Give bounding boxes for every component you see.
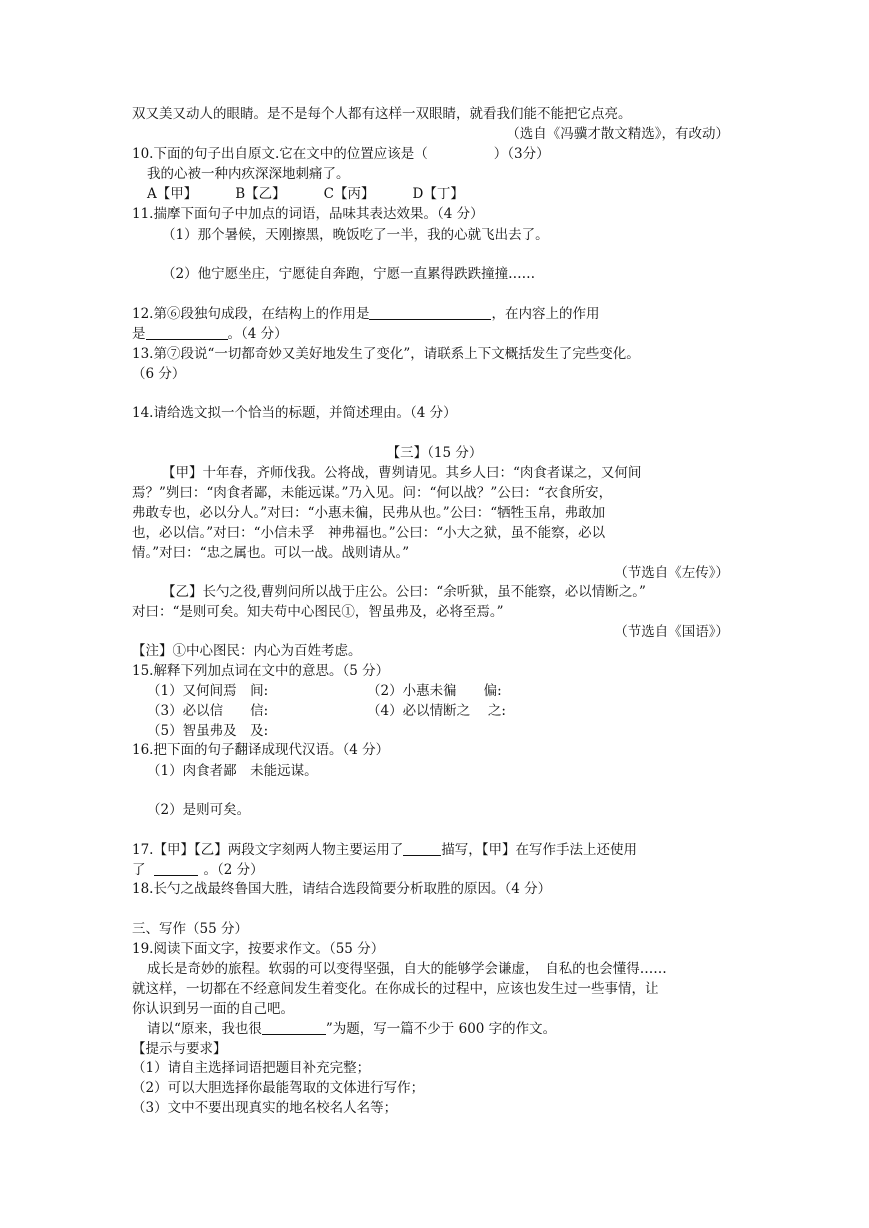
question-text: 了 — [132, 862, 146, 878]
answer-blank[interactable] — [403, 841, 441, 856]
passage-line: 也，必以信。”对曰：“小信未孚 神弗福也。”公曰：“小大之狱，虽不能察，必以 — [132, 525, 606, 541]
tip-item: （3）文中不要出现真实的地名校名人名等； — [132, 1100, 398, 1116]
writing-prompt-line: 你认识到另一面的自己吧。 — [132, 1001, 294, 1017]
passage-line: 双又美又动人的眼睛。是不是每个人都有这样一双眼睛，就看我们能不能把它点亮。 — [132, 106, 632, 122]
question-10-sentence: 我的心被一种内疚深深地刺痛了。 — [147, 166, 350, 182]
question-text: 10.下面的句子出自原文.它在文中的位置应该是（ — [132, 146, 428, 162]
question-11-item-2: （2）他宁愿坐庄，宁愿徒自奔跑，宁愿一直累得跌跌撞撞…… — [162, 266, 536, 282]
answer-blank[interactable] — [262, 1020, 326, 1035]
question-11: 11.揣摩下面句子中加点的词语，品味其表达效果。（4 分） — [132, 206, 484, 222]
tip-item: （1）请自主选择词语把题目补充完整； — [132, 1060, 371, 1076]
passage-line: 【甲】十年春，齐师伐我。公将战，曹刿请见。其乡人曰：“肉食者谋之，又何间 — [162, 465, 642, 481]
question-score: 。（2 分） — [203, 862, 264, 878]
writing-title-line — [147, 1019, 556, 1039]
question-text: 是 — [132, 326, 146, 342]
question-12-line-1 — [132, 304, 599, 324]
passage-line: 对曰：“是则可矣。知夫苟中心图民①，智虽弗及，必将至焉。” — [132, 604, 504, 620]
question-15-row: （5）智虽弗及 及: — [147, 723, 269, 739]
answer-blank[interactable] — [154, 861, 198, 876]
annotation-note: 【注】①中心图民：内心为百姓考虑。 — [132, 643, 362, 659]
question-10-options — [147, 184, 464, 204]
section-3-heading: 【三】（15 分） — [386, 445, 483, 461]
answer-blank[interactable] — [146, 325, 228, 340]
question-13: 13.第⑦段说“一切都奇妙又美好地发生了变化”，请联系上下文概括发生了完些变化。 — [132, 346, 640, 362]
option-d: D【丁】 — [412, 186, 464, 202]
answer-blank[interactable] — [369, 305, 491, 320]
passage-line: 焉？”刿曰：“肉食者鄙，未能远谋。”乃入见。问：“何以战？”公曰：“衣食所安， — [132, 485, 613, 501]
question-17-line-2 — [132, 860, 264, 880]
tips-heading: 【提示与要求】 — [132, 1041, 227, 1057]
question-16-item-2: （2）是则可矣。 — [147, 802, 251, 818]
writing-section-heading: 三、写作（55 分） — [132, 921, 248, 937]
passage-line: 情。”对曰：“忠之属也。可以一战。战则请从。” — [132, 545, 410, 561]
question-16: 16.把下面的句子翻译成现代汉语。（4 分） — [132, 742, 390, 758]
question-16-item-1: （1）肉食者鄙 未能远谋。 — [147, 763, 318, 779]
question-14: 14.请给选文拟一个恰当的标题，并简述理由。（4 分） — [132, 405, 457, 421]
question-10 — [132, 144, 550, 164]
question-12-line-2 — [132, 324, 288, 344]
question-text: 17.【甲】【乙】两段文字刻两人物主要运用了 — [132, 842, 404, 858]
option-b: B【乙】 — [235, 186, 286, 202]
question-item: （4）必以情断之 之: — [367, 703, 506, 719]
question-17-line-1 — [132, 840, 637, 860]
question-text: 描写，【甲】在写作手法上还使用 — [441, 842, 637, 858]
question-18: 18.长勺之战最终鲁国大胜，请结合选段简要分析取胜的原因。（4 分） — [132, 881, 552, 897]
source-note: （选自《冯骥才散文精选》，有改动） — [506, 126, 729, 142]
question-11-item-1: （1）那个暑候，天刚擦黑，晚饭吃了一半，我的心就飞出去了。 — [162, 227, 549, 243]
question-text: 12.第⑥段独句成段，在结构上的作用是 — [132, 306, 370, 322]
prompt-text: ”为题，写一篇不少于 600 字的作文。 — [325, 1021, 557, 1037]
option-c: C【丙】 — [323, 186, 375, 202]
prompt-text: 请以“原来，我也很 — [147, 1021, 262, 1037]
question-score: ）（3分） — [493, 146, 550, 162]
tip-item: （2）可以大胆选择你最能驾取的文体进行写作； — [132, 1080, 425, 1096]
question-item: （1）又何间焉 间: — [147, 683, 269, 699]
question-item: （3）必以信 信: — [147, 703, 269, 719]
passage-line: 弗敢专也，必以分人。”对曰：“小惠未徧，民弗从也。”公曰：“牺牲玉帛，弗敢加 — [132, 505, 606, 521]
source-note: （节选自《国语》） — [614, 624, 729, 640]
question-19: 19.阅读下面文字，按要求作文。（55 分） — [132, 941, 385, 957]
passage-line: 【乙】长勺之役,曹刿问所以战于庄公。公曰：“余听狱，虽不能察，必以情断之。” — [162, 584, 646, 600]
question-15-row — [147, 681, 502, 701]
question-score: 。（4 分） — [227, 326, 288, 342]
writing-prompt-line: 成长是奇妙的旅程。软弱的可以变得坚强，自大的能够学会谦虚， 自私的也会懂得…… — [147, 961, 667, 977]
question-15-row — [147, 701, 506, 721]
question-item: （2）小惠未徧 偏: — [367, 683, 502, 699]
source-note: （节选自《左传》） — [614, 565, 729, 581]
question-13-score: （6 分） — [132, 366, 186, 382]
writing-prompt-line: 就这样，一切都在不经意间发生着变化。在你成长的过程中，应该也发生过一些事情，让 — [132, 981, 659, 997]
question-text: ，在内容上的作用 — [491, 306, 600, 322]
question-15: 15.解释下列加点词在文中的意思。（5 分） — [132, 663, 390, 679]
option-a: A【甲】 — [147, 186, 198, 202]
